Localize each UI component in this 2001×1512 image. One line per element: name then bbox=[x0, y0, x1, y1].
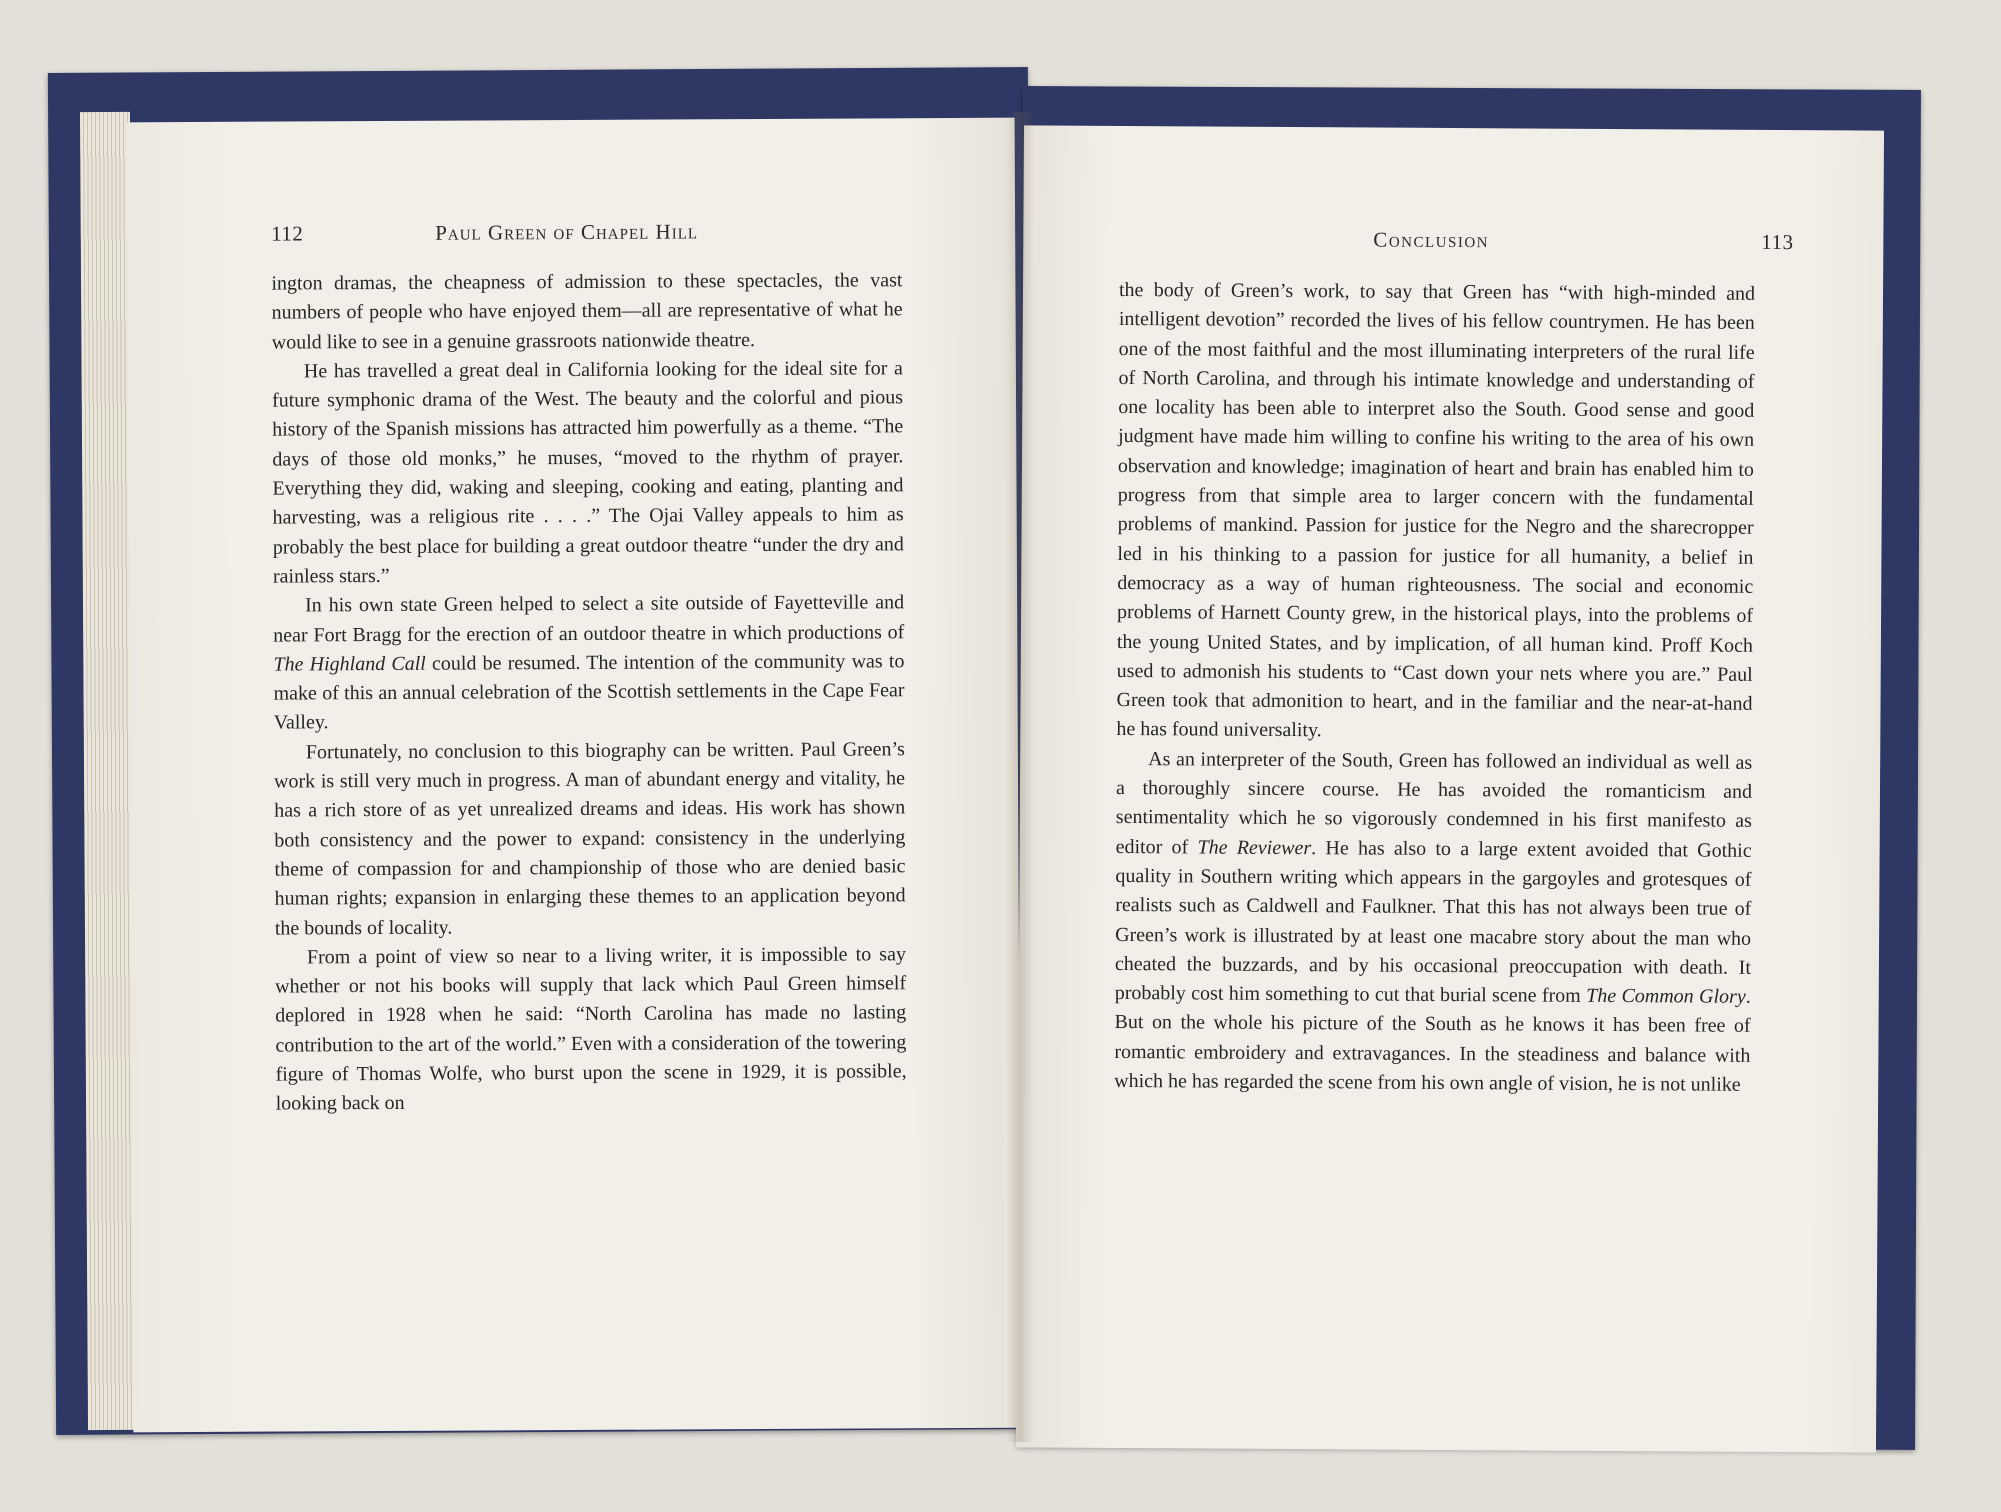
page-number: 113 bbox=[1761, 229, 1794, 255]
italic-title: The Common Glory bbox=[1586, 984, 1746, 1008]
body-text bbox=[1114, 276, 1755, 1100]
paragraph: From a point of view so near to a living writer, it is impossible to say whether or not his books will supply that lack which Paul Green himself deplored in 1928 when he said: “North Carolina has made no lasting contribution to the art of the world.” Even with a consideration of the towering figure of Thomas Wolfe, who burst upon the scene in 1929, it is possible, looking back on bbox=[275, 943, 907, 1115]
paragraph: the body of Green’s work, to say that Green has “with high-minded and intelligent devotion” recorded the lives of his fellow countrymen. He has been one of the most faithful and the most illuminating interpreters of the rural life of North Carolina, and through his intimate knowledge and understanding of one locality has been able to interpret also the South. Good sense and good judgment have made him willing to confine his writing to the area of his own observation and knowledge; imagination of heart and brain has enabled him to progress from that simple area to larger concern with the fundamental problems of mankind. Passion for justice for the Negro and the sharecropper led in his thinking to a passion for justice for all humanity, a belief in democracy as a way of human righteousness. The social and economic problems of Harnett County grew, in the historical plays, into the problems of the young United States, and by implication, of all human kind. Proff Koch used to admonish his students to “Cast down your nets where you are.” Paul Green took that admonition to heart, and in the familiar and the near-at-hand he has found universality. bbox=[1116, 278, 1756, 742]
page-number: 112 bbox=[271, 221, 304, 246]
running-head: Paul Green of Chapel Hill bbox=[435, 219, 699, 245]
italic-title: The Highland Call bbox=[273, 652, 426, 676]
body-text bbox=[271, 266, 906, 1119]
paragraph: He has travelled a great deal in California looking for the ideal site for a future symphonic drama of the West. The beauty and the colorful and pious history of the Spanish missions has attracted him powerfully as a theme. “The days of those old monks,” he muses, “moved to the rhythm of prayer. Everything they did, waking and sleeping, cooking and eating, planting and harvesting, was a religious rite . . . .” The Ojai Valley appeals to him as probably the best place for building a great outdoor theatre “under the dry and rainless stars.” bbox=[271, 357, 904, 588]
left-page bbox=[127, 118, 1022, 1433]
running-head: Conclusion bbox=[1373, 227, 1490, 253]
book-gutter bbox=[1006, 112, 1034, 1442]
paragraph: In his own state Green helped to select a site outside of Fayetteville and near Fort Bragg for the erection of an outdoor theatre in which productions of The Highland Call could be resumed. The intention of the community was to make of this an annual celebration of the Scottish settlements in the Cape Fear Valley. bbox=[273, 591, 905, 735]
paragraph: ington dramas, the cheapness of admission to these spectacles, the vast numbers of people who have enjoyed them—all are representative of what he would like to see in a genuine grassroots nationwide theatre. bbox=[271, 269, 903, 354]
paragraph: Fortunately, no conclusion to this biography can be written. Paul Green’s work is still very much in progress. A man of abundant energy and vitality, he has a rich store of as yet unrealized dreams and ideas. His work has shown both consistency and the power to expand: consistency in the underlying theme of compassion for and championship of those who are denied basic human rights; expansion in enlarging these themes to an application beyond the bounds of locality. bbox=[273, 738, 906, 940]
right-page bbox=[1016, 125, 1884, 1452]
paragraph: As an interpreter of the South, Green has followed an individual as well as a thoroughly sincere course. He has avoided the romanticism and sentimentality which he so vigorously condemned in his first manifesto as editor of The Reviewer. He has also to a large extent avoided that Gothic quality in Southern writing which appears in the gargoyles and grotesques of realists such as Caldwell and Faulkner. That this has not always been true of Green’s work is illustrated by at least one macabre story about the man who cheated the buzzards, and by his occasional preoccupation with death. It probably cost him something to cut that burial scene from The Common Glory. But on the whole his picture of the South as he knows it has been free of romantic embroidery and extravagances. In the steadiness and balance with which he has regarded the scene from his own angle of vision, he is not unlike bbox=[1114, 747, 1753, 1096]
italic-title: The Reviewer bbox=[1197, 836, 1312, 859]
